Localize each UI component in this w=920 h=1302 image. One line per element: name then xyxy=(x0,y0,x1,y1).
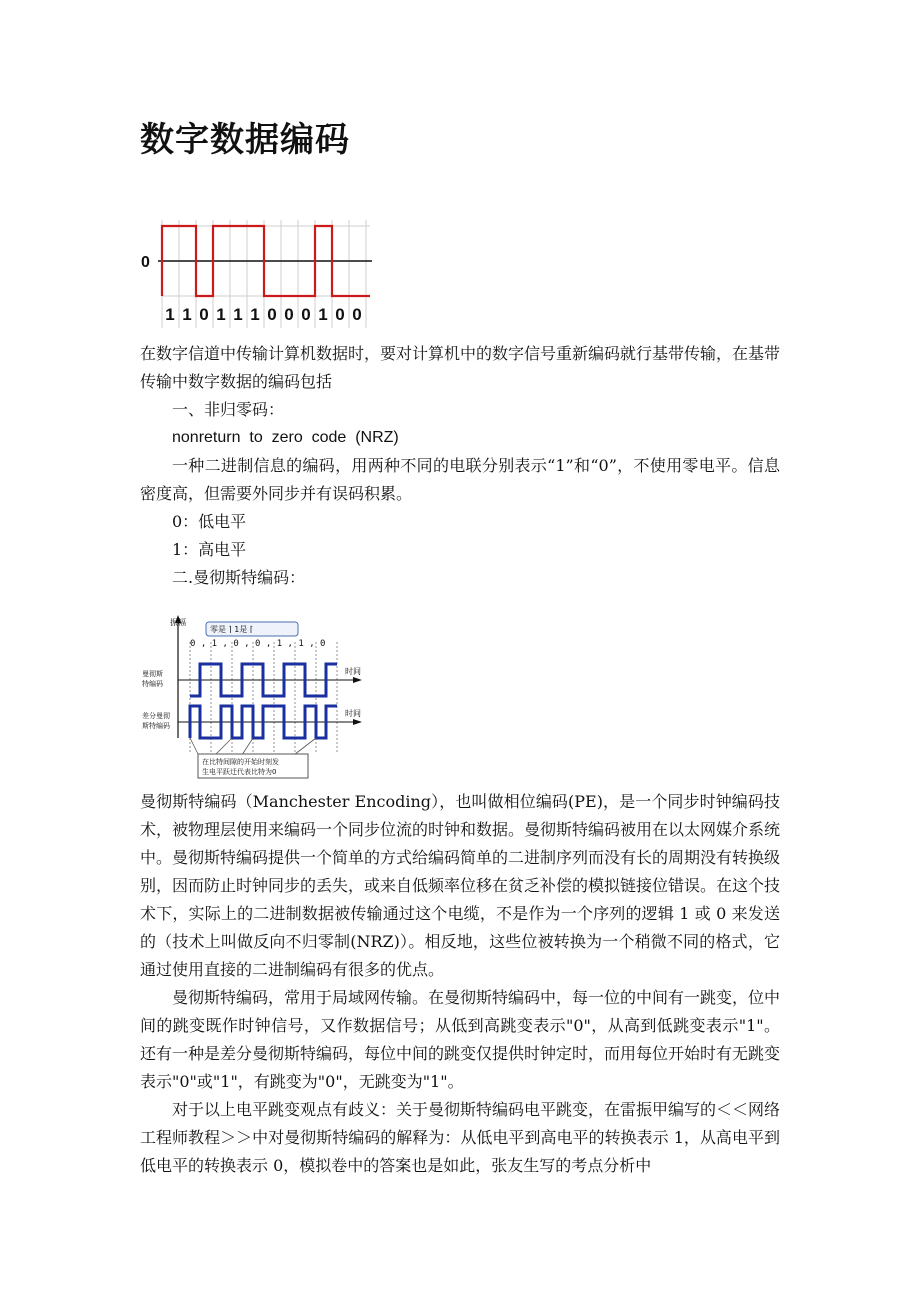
diff-manchester-row-label: 差分曼彻 xyxy=(142,712,170,720)
time-label: 时间 xyxy=(345,667,361,676)
bit-label: 1 xyxy=(250,305,260,324)
intro-paragraph: 在数字信道中传输计算机数据时，要对计算机中的数字信号重新编码就行基带传输，在基带传输中数字数据的编码包括 xyxy=(140,344,781,391)
nrz-waveform-figure xyxy=(138,216,374,330)
note-text: 在比特间隙的开始时刻发 xyxy=(202,758,279,766)
nrz-description: 一种二进制信息的编码，用两种不同的电联分别表示“1”和“0”，不使用零电平。信息密度高，但需要外同步并有误码积累。 xyxy=(140,456,780,503)
manchester-heading: 二.曼彻斯特编码： xyxy=(172,568,306,587)
bit-label: 1 xyxy=(318,305,328,324)
bit-label: 1 xyxy=(165,305,175,324)
manchester-paragraph: 曼彻斯特编码（Manchester Encoding），也叫做相位编码(PE)，是一个同步时钟编码技术，被物理层使用来编码一个同步位流的时钟和数据。曼彻斯特编码被用在以太网媒介系统中。曼彻斯特编码提供一个简单的方式给编码简单的二进制序列而没有长的周期没有转换级别，因而防止时钟同步的丢失，或来自低频率位移在贫乏补偿的模拟链接位错误。在这个技术下，实际上的二进制数据被传输通过这个电缆，不是作为一个序列的逻辑 1 或 0 来发送的（技术上叫做反向不归零制(NRZ)）。相反地，这些位被转换为一个稍微不同的格式，它通过使用直接的二进制编码有很多的优点。 xyxy=(140,792,781,979)
manchester-row-label: 特编码 xyxy=(142,680,163,688)
time-label: 时间 xyxy=(345,709,361,718)
manchester-row-label: 曼彻斯 xyxy=(142,670,163,678)
zero-label: 0 xyxy=(141,254,150,271)
nrz-heading: 一、非归零码： xyxy=(172,400,285,419)
bit-label: 0 xyxy=(267,305,277,324)
bit-label: 0 xyxy=(335,305,345,324)
ambiguity-paragraph: 对于以上电平跳变观点有歧义：关于曼彻斯特编码电平跳变，在雷振甲编写的＜＜网络工程师教程＞＞中对曼彻斯特编码的解释为：从低电平到高电平的转换表示 1，从高电平到低电平的转换表示 0，模拟卷中的答案也是如此，张友生写的考点分析中 xyxy=(140,1100,781,1175)
manchester-usage-paragraph: 曼彻斯特编码，常用于局域网传输。在曼彻斯特编码中，每一位的中间有一跳变，位中间的跳变既作时钟信号，又作数据信号；从低到高跳变表示"0"，从高到低跳变表示"1"。还有一种是差分曼彻斯特编码，每位中间的跳变仅提供时钟定时，而用每位开始时有无跳变表示"0"或"1"，有跳变为"0"，无跳变为"1"。 xyxy=(140,988,781,1091)
bit-label: 0 xyxy=(352,305,362,324)
nrz-english-name: nonreturn to zero code (NRZ) xyxy=(172,429,399,446)
bit-label: 1 xyxy=(233,305,243,324)
bit-label: 1 xyxy=(182,305,192,324)
page-title: 数字数据编码 xyxy=(140,120,350,160)
diff-manchester-row-label: 斯特编码 xyxy=(142,722,170,730)
nrz-zero-level: 0：低电平 xyxy=(172,512,247,531)
legend: 零是 ⌉ 1是 ⌈ xyxy=(210,625,253,634)
nrz-one-level: 1：高电平 xyxy=(172,540,247,559)
amplitude-label: 振幅 xyxy=(170,618,186,627)
bit-label: 0 xyxy=(284,305,294,324)
manchester-figure xyxy=(140,612,380,782)
bit-label: 0 xyxy=(199,305,209,324)
bit-label: 1 xyxy=(216,305,226,324)
bit-sequence: 0 , 1 , 0 , 0 , 1 , 1 , 0 xyxy=(190,639,326,649)
note-text: 生电平跃迁代表比特为0 xyxy=(202,768,277,776)
bit-label: 0 xyxy=(301,305,311,324)
